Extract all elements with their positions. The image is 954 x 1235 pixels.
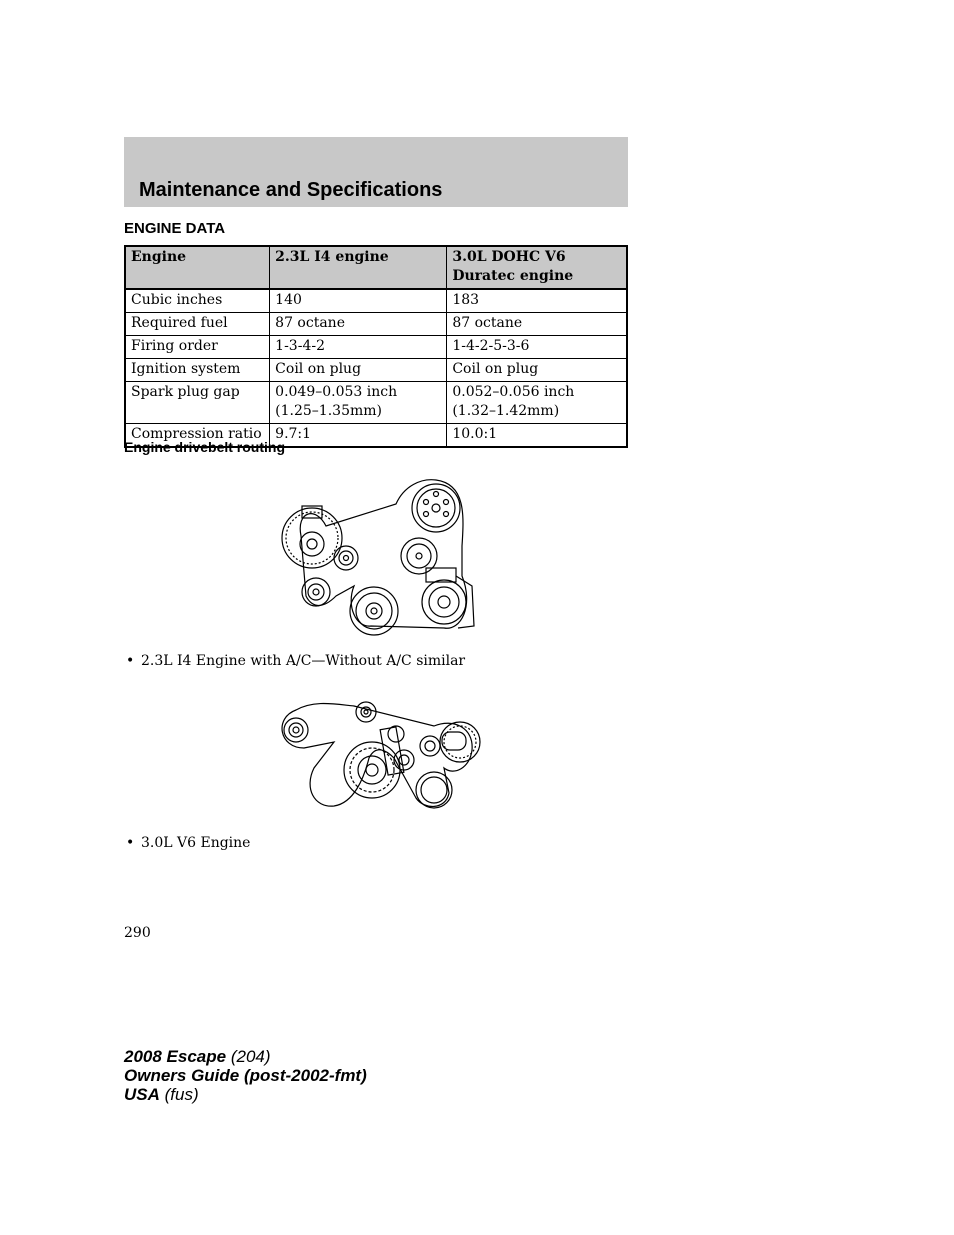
table-row [125,289,627,313]
section-title: ENGINE DATA [124,220,226,237]
bullet-icon: • [126,653,135,669]
drivebelt-routing-heading: Engine drivebelt routing [124,439,286,455]
table-cell: Spark plug gap [125,382,270,424]
table-header-cell: 3.0L DOHC V6 Duratec engine [447,246,627,289]
i4-caption: • 2.3L I4 Engine with A/C—Without A/C similar [126,653,466,669]
table-row [125,313,627,336]
table-cell: 1-4-2-5-3-6 [447,336,627,359]
page-number: 290 [124,925,151,941]
v6-caption: • 3.0L V6 Engine [126,835,251,851]
bullet-icon: • [126,835,135,851]
table-cell: Required fuel [125,313,270,336]
table-cell: Firing order [125,336,270,359]
table-cell: 1-3-4-2 [270,336,447,359]
footer-line-2: Owners Guide (post-2002-fmt) [124,1066,367,1085]
header-bar [124,137,628,207]
table-cell: 87 octane [447,313,627,336]
table-header-cell: Engine [125,246,270,289]
v6-drivebelt-diagram [274,698,484,818]
table-cell: 140 [270,289,447,313]
table-header-cell: 2.3L I4 engine [270,246,447,289]
footer [124,1047,367,1104]
engine-data-table [124,245,628,448]
page-title: Maintenance and Specifications [139,179,443,201]
i4-drivebelt-diagram [276,476,481,641]
table-cell: 87 octane [270,313,447,336]
table-row [125,359,627,382]
table-cell: Coil on plug [447,359,627,382]
table-cell: Compression ratio [125,424,270,448]
table-cell: 183 [447,289,627,313]
table-header-row [125,246,627,289]
table-cell: Cubic inches [125,289,270,313]
table-cell: 0.049–0.053 inch (1.25–1.35mm) [270,382,447,424]
footer-line-1: 2008 Escape (204) [124,1047,271,1066]
table-cell: 10.0:1 [447,424,627,448]
table-row [125,336,627,359]
table-cell: Coil on plug [270,359,447,382]
table-row [125,382,627,424]
table-cell: 0.052–0.056 inch (1.32–1.42mm) [447,382,627,424]
footer-line-3: USA (fus) [124,1085,199,1104]
table-cell: 9.7:1 [270,424,447,448]
table-cell: Ignition system [125,359,270,382]
